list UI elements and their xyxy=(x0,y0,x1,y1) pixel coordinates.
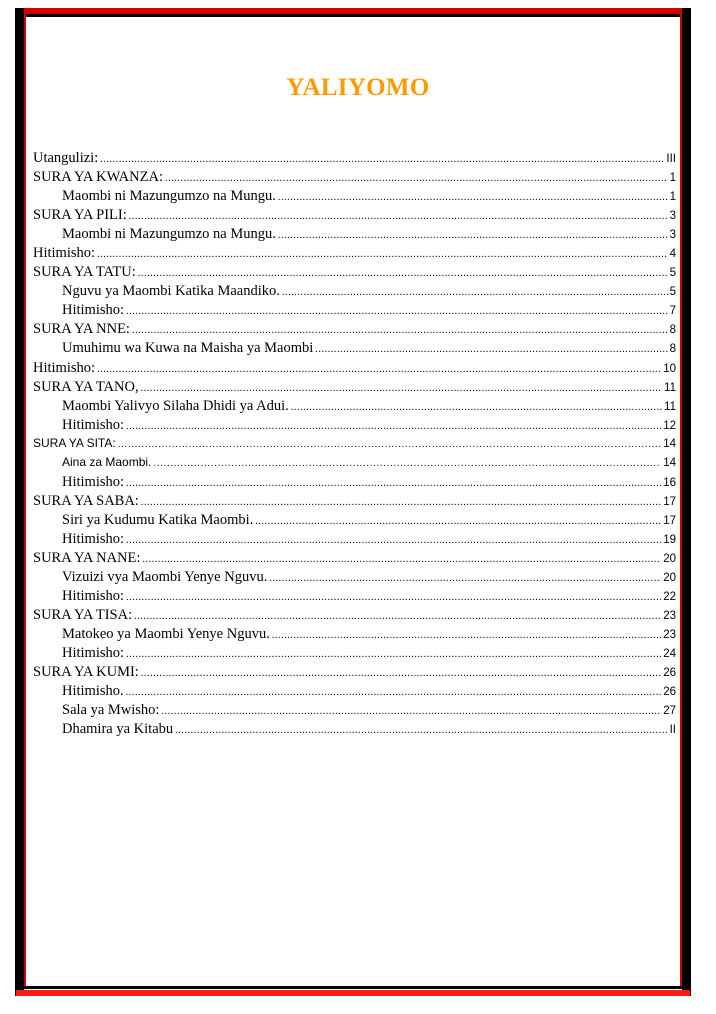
toc-dot-leader xyxy=(134,611,661,622)
toc-entry-page: 22 xyxy=(663,591,676,604)
toc-dot-leader xyxy=(141,668,661,679)
toc-entry[interactable] xyxy=(33,512,676,531)
toc-dot-leader xyxy=(126,649,661,660)
toc-entry-page: 1 xyxy=(669,172,676,185)
border-left-red xyxy=(24,14,26,989)
toc-dot-leader xyxy=(278,230,668,241)
toc-entry-label: Matokeo ya Maombi Yenye Nguvu. xyxy=(62,626,270,643)
toc-entry[interactable] xyxy=(33,436,676,455)
toc-entry-label: Maombi ni Mazungumzo na Mungu. xyxy=(62,188,276,205)
toc-entry-label: Dhamira ya Kitabu xyxy=(62,721,174,738)
toc-entry-page: 26 xyxy=(663,667,676,680)
toc-entry-page: 24 xyxy=(663,648,676,661)
border-right-black xyxy=(682,8,691,996)
toc-dot-leader xyxy=(278,192,668,203)
toc-entry[interactable] xyxy=(33,626,676,645)
toc-entry-label: SURA YA TISA: xyxy=(33,607,133,624)
toc-entry-page: 11 xyxy=(664,400,676,413)
toc-dot-leader xyxy=(138,268,668,279)
toc-dot-leader xyxy=(153,458,661,469)
border-bottom-red xyxy=(16,990,690,996)
toc-entry-page: 19 xyxy=(663,533,676,546)
toc-entry-page: 3 xyxy=(669,229,676,242)
toc-entry-label: Hitimisho: xyxy=(33,245,96,262)
toc-dot-leader xyxy=(97,249,668,260)
toc-entry-page: 8 xyxy=(669,343,676,356)
toc-entry-page: 17 xyxy=(663,514,676,527)
toc-entry-page: 14 xyxy=(663,437,676,450)
toc-entry[interactable] xyxy=(33,321,676,340)
toc-entry[interactable] xyxy=(33,245,676,264)
toc-dot-leader xyxy=(126,592,661,603)
border-left-black xyxy=(15,8,24,996)
toc-entry-page: 1 xyxy=(669,191,676,204)
toc-entry-label: SURA YA NANE: xyxy=(33,549,141,566)
toc-entry[interactable] xyxy=(33,569,676,588)
toc-entry[interactable] xyxy=(33,360,676,379)
toc-dot-leader xyxy=(141,497,661,508)
toc-entry[interactable] xyxy=(33,493,676,512)
toc-entry-page: 20 xyxy=(663,552,676,565)
toc-entry-label: Hitimisho: xyxy=(62,416,125,433)
toc-entry-page: 20 xyxy=(663,572,676,585)
toc-dot-leader xyxy=(129,211,668,222)
toc-dot-leader xyxy=(100,154,664,165)
toc-entry-page: 26 xyxy=(663,686,676,699)
toc-entry[interactable] xyxy=(33,226,676,245)
toc-entry[interactable] xyxy=(33,340,676,359)
toc-entry-page: 23 xyxy=(663,629,676,642)
toc-entry[interactable] xyxy=(33,264,676,283)
toc-entry[interactable] xyxy=(33,169,676,188)
toc-entry-page: 5 xyxy=(669,286,676,299)
toc-entry-label: Hitimisho: xyxy=(62,530,125,547)
toc-dot-leader xyxy=(141,383,662,394)
toc-entry-label: Hitimisho: xyxy=(62,302,125,319)
toc-entry-page: 11 xyxy=(664,381,676,394)
toc-dot-leader xyxy=(161,706,661,717)
toc-entry-page: III xyxy=(666,153,676,165)
toc-dot-leader xyxy=(175,725,667,736)
toc-dot-leader xyxy=(118,439,662,450)
toc-entry-page: 23 xyxy=(663,610,676,623)
toc-entry-page: 7 xyxy=(669,305,676,318)
toc-entry-label: Sala ya Mwisho: xyxy=(62,702,160,719)
toc-entry-label: Hitimisho. xyxy=(62,683,124,700)
toc-entry[interactable] xyxy=(33,702,676,721)
toc-dot-leader xyxy=(126,421,661,432)
toc-entry[interactable] xyxy=(33,398,676,417)
toc-entry[interactable] xyxy=(33,588,676,607)
toc-dot-leader xyxy=(132,325,668,336)
toc-entry[interactable] xyxy=(33,188,676,207)
toc-entry-label: SURA YA KWANZA: xyxy=(33,169,163,186)
toc-entry-page: 16 xyxy=(663,476,676,489)
table-of-contents xyxy=(33,150,676,740)
toc-entry-label: Aina za Maombi. xyxy=(62,454,152,469)
toc-entry-page: 12 xyxy=(663,419,676,432)
toc-dot-leader xyxy=(165,173,668,184)
toc-entry-label: Utangulizi: xyxy=(33,150,99,166)
toc-entry[interactable] xyxy=(33,379,676,398)
toc-entry[interactable] xyxy=(33,474,676,493)
toc-entry-label: SURA YA SITA: xyxy=(33,435,116,450)
toc-entry-page: 27 xyxy=(663,705,676,718)
toc-entry-label: SURA YA KUMI: xyxy=(33,664,139,681)
toc-entry[interactable] xyxy=(33,150,676,169)
toc-entry[interactable] xyxy=(33,283,676,302)
toc-entry-page: 3 xyxy=(669,210,676,223)
toc-dot-leader xyxy=(291,402,662,413)
toc-entry-label: Maombi ni Mazungumzo na Mungu. xyxy=(62,226,276,243)
toc-entry-label: SURA YA TANO, xyxy=(33,378,139,395)
toc-entry-page: 5 xyxy=(669,267,676,280)
toc-entry[interactable] xyxy=(33,721,676,740)
toc-dot-leader xyxy=(272,630,661,641)
toc-entry[interactable] xyxy=(33,207,676,226)
toc-entry[interactable] xyxy=(33,531,676,550)
toc-entry-label: Hitimisho: xyxy=(62,473,125,490)
toc-entry[interactable] xyxy=(33,550,676,569)
toc-entry[interactable] xyxy=(33,302,676,321)
border-top-black xyxy=(24,14,682,17)
toc-entry-label: Hitimisho: xyxy=(62,588,125,605)
toc-entry-page: II xyxy=(669,724,676,737)
toc-entry[interactable] xyxy=(33,645,676,664)
toc-entry[interactable] xyxy=(33,607,676,626)
page-title: YALIYOMO xyxy=(286,74,430,101)
toc-entry-label: SURA YA NNE: xyxy=(33,321,130,338)
toc-entry-page: 17 xyxy=(663,495,676,508)
toc-dot-leader xyxy=(97,364,661,375)
toc-entry-label: SURA YA PILI: xyxy=(33,207,127,224)
toc-entry-label: SURA YA TATU: xyxy=(33,264,136,281)
toc-entry-label: Umuhimu wa Kuwa na Maisha ya Maombi xyxy=(62,340,314,357)
toc-entry-page: 4 xyxy=(669,248,676,261)
toc-entry-page: 10 xyxy=(663,362,676,375)
toc-dot-leader xyxy=(126,535,661,546)
toc-entry-label: Siri ya Kudumu Katika Maombi. xyxy=(62,511,254,528)
toc-dot-leader xyxy=(126,687,662,698)
toc-dot-leader xyxy=(269,573,661,584)
toc-dot-leader xyxy=(142,554,661,565)
toc-entry[interactable] xyxy=(33,455,676,474)
toc-entry-label: Vizuizi vya Maombi Yenye Nguvu. xyxy=(62,569,268,586)
toc-dot-leader xyxy=(126,306,668,317)
toc-entry[interactable] xyxy=(33,683,676,702)
toc-entry-label: Nguvu ya Maombi Katika Maandiko. xyxy=(62,283,280,300)
toc-entry-label: SURA YA SABA: xyxy=(33,492,139,509)
toc-entry[interactable] xyxy=(33,664,676,683)
toc-dot-leader xyxy=(282,287,668,298)
toc-dot-leader xyxy=(315,344,667,355)
border-right-red xyxy=(680,14,682,989)
toc-dot-leader xyxy=(255,516,661,527)
toc-entry-label: Hitimisho: xyxy=(33,359,96,376)
toc-entry-page: 8 xyxy=(669,324,676,337)
toc-entry[interactable] xyxy=(33,417,676,436)
toc-entry-label: Maombi Yalivyo Silaha Dhidi ya Adui. xyxy=(62,397,289,414)
border-bottom-black xyxy=(24,986,682,989)
toc-entry-page: 14 xyxy=(663,456,676,469)
toc-entry-label: Hitimisho: xyxy=(62,645,125,662)
toc-dot-leader xyxy=(126,478,661,489)
